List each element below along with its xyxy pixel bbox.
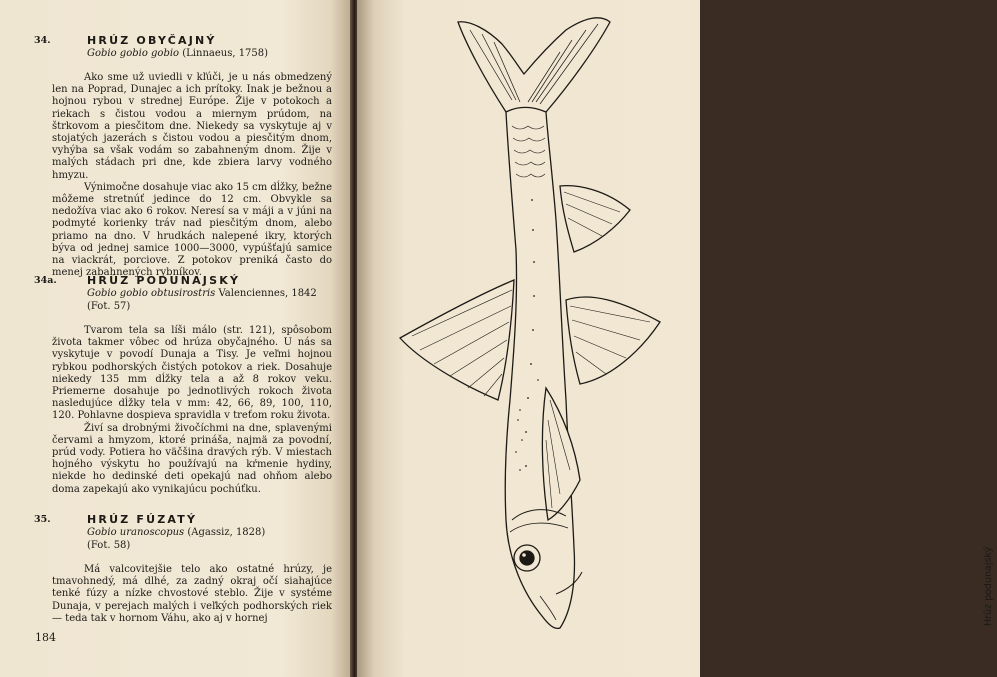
paragraph: Tvarom tela sa líši málo (str. 121), spôsobom života takmer vôbec od hrúza obyčajného. U nás sa vyskytuje v povodí Dunaja a Tisy. Je veľmi hojnou rybkou podhorských čistých potokov a riek. Dosahuje niekedy 135 mm dĺžky tela a až 8 rokov veku. Priemerne dosahuje po jednotlivých rokoch života nasledujúce dĺžky tela v mm: 42, 66, 89, 100, 110, 120. Pohlavne dospieva spravidla v treťom roku života. bbox=[52, 325, 332, 422]
entry-number: 34a. bbox=[34, 275, 57, 286]
entry-scientific-name: Gobio uranoscopus (Agassiz, 1828) bbox=[87, 527, 266, 538]
dorsal-fin-right bbox=[560, 186, 630, 252]
entry-number: 35. bbox=[34, 514, 51, 525]
tail-fin bbox=[458, 18, 610, 112]
paragraph: Ako sme už uviedli v kľúči, je u nás obmedzený len na Poprad, Dunajec a ich prítoky. Inak je bežnou a hojnou rybou v strednej Európe. Žije v potokoch a riekach s čistou vodou a miernym prúdom, na štrkovom a piesčitom dne. Niekedy sa vyskytuje aj v stojatých jazerách s čistou vodou a piesčitým dnom, vyhýba sa však vodám so zabahneným dnom. Žije v malých stádach pri dne, kde zbiera larvy vodného hmyzu. bbox=[52, 72, 332, 181]
paragraph: Má valcovitejšie telo ako ostatné hrúzy, je tmavohnedý, má dlhé, za zadný okraj očí siahajúce tenké fúzy a nízke chvostové steblo. Žije v systéme Dunaja, v perejach malých i veľkých podhorských riek — teda tak v hornom Váhu, ako aj v hornej bbox=[52, 564, 332, 624]
entry-title: HRÚZ FÚZATÝ bbox=[87, 513, 198, 526]
entry-title: HRÚZ OBYČAJNÝ bbox=[87, 34, 217, 47]
entry-scientific-name: Gobio gobio gobio (Linnaeus, 1758) bbox=[87, 48, 269, 59]
page-number: 184 bbox=[35, 631, 56, 644]
entry-hruz-fuzaty bbox=[34, 513, 332, 625]
paragraph: Výnimočne dosahuje viac ako 15 cm dĺžky, bežne môžeme stretnúť jedince do 12 cm. Obvykle sa nedožíva viac ako 6 rokov. Neresí sa v máji a v júni na podmyté korienky tráv nad piesčitým dnom, alebo priamo na dno. V hrudkách nalepené ikry, ktorých býva od jednej samice 1000—3000, vypúšťajú samice na viackrát, porciove. Z potokov preniká často do menej zabahnených rybníkov. bbox=[52, 181, 332, 279]
entry-scientific-name: Gobio gobio obtusirostris Valenciennes, 1842 bbox=[87, 288, 317, 299]
photo-reference: (Fot. 58) bbox=[87, 540, 131, 551]
entry-number: 34. bbox=[34, 35, 51, 46]
paragraph: Živí sa drobnými živočíchmi na dne, splavenými červami a hmyzom, ktoré prináša, najmä za povodní, prúd vody. Potiera ho väčšina dravých rýb. V miestach hojného výskytu ho používajú na kŕmenie hydiny, niekde ho dedinské deti opekajú nad ohňom alebo doma zapekajú ako vynikajúcu pochúťku. bbox=[52, 422, 332, 495]
entry-title: HRÚZ PODUNAJSKÝ bbox=[87, 274, 241, 287]
right-page bbox=[357, 0, 994, 677]
pectoral-fin-left bbox=[400, 280, 514, 400]
entry-hruz-obycajny bbox=[34, 34, 332, 279]
entry-hruz-podunajsky bbox=[34, 274, 332, 496]
photo-reference: (Fot. 57) bbox=[87, 301, 131, 312]
illustration-caption: Hrúz podunajský bbox=[983, 546, 994, 626]
pelvic-fin-right bbox=[566, 297, 660, 384]
gudgeon-fish-illustration bbox=[357, 0, 700, 677]
left-page bbox=[0, 0, 352, 677]
